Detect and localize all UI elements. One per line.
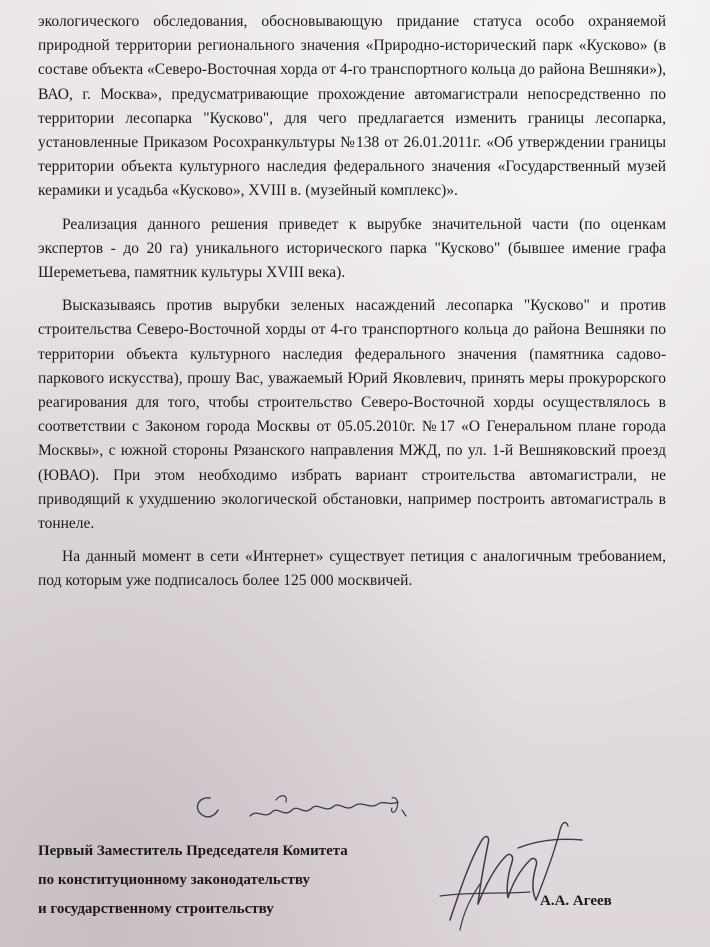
handwritten-signature xyxy=(420,800,590,940)
signatory-title-line-1: Первый Заместитель Председателя Комитета xyxy=(38,843,348,859)
paragraph-petition: На данный момент в сети «Интернет» существует петиция с аналогичным требованием, под которым уже подписалось более 125 000 москвичей. xyxy=(38,548,666,590)
signatory-title-line-2: по конституционному законодательству xyxy=(38,872,310,888)
signer-name: А.А. Агеев xyxy=(540,893,612,909)
signatory-block xyxy=(38,837,348,924)
letter-body xyxy=(38,10,666,594)
signatory-title-line-3: и государственному строительству xyxy=(38,901,274,917)
paragraph-request: Высказываясь против вырубки зеленых насаждений лесопарка "Кусково" и против строительства Северо-Восточной хорды от 4-го транспортного кольца до района Вешняки по территории объекта культурного наследия федерального значения (памятника садово-паркового искусства), прошу Вас, уважаемый Юрий Яковлевич, принять меры прокурорского реагирования для того, чтобы строительство Северо-Восточной хорды осуществлялось в соответствии с Законом города Москвы от 05.05.2010г. №17 «О Генеральном плане города Москвы», с южной стороны Рязанского направления МЖД, по ул. 1-й Вешняковский проезд (ЮВАО). При этом необходимо избрать вариант строительства автомагистрали, не приводящий к ухудшению экологической обстановки, например построить автомагистраль в тоннеле. xyxy=(38,297,666,533)
paragraph-continuation: экологического обследования, обосновывающую придание статуса особо охраняемой природной территории регионального значения «Природно-исторический парк «Кусково» (в составе объекта «Северо-Восточная хорда от 4-го транспортного кольца до района Вешняки»), ВАО, г. Москва», предусматривающие прохождение автомагистрали непосредственно по территории лесопарка "Кусково", для чего предлагается изменить границы лесопарка, установленные Приказом Росохранкультуры №138 от 26.01.2011г. «Об утверждении границы территории объекта культурного наследия федерального значения «Государственный музей керамики и усадьба «Кусково», XVIII в. (музейный комплекс)». xyxy=(38,13,666,200)
paragraph-consequence: Реализация данного решения приведет к вырубке значительной части (по оценкам экспертов - до 20 га) уникального исторического парка "Кусково" (бывшее имение графа Шереметьева, памятник культуры XVIII века). xyxy=(38,215,666,282)
